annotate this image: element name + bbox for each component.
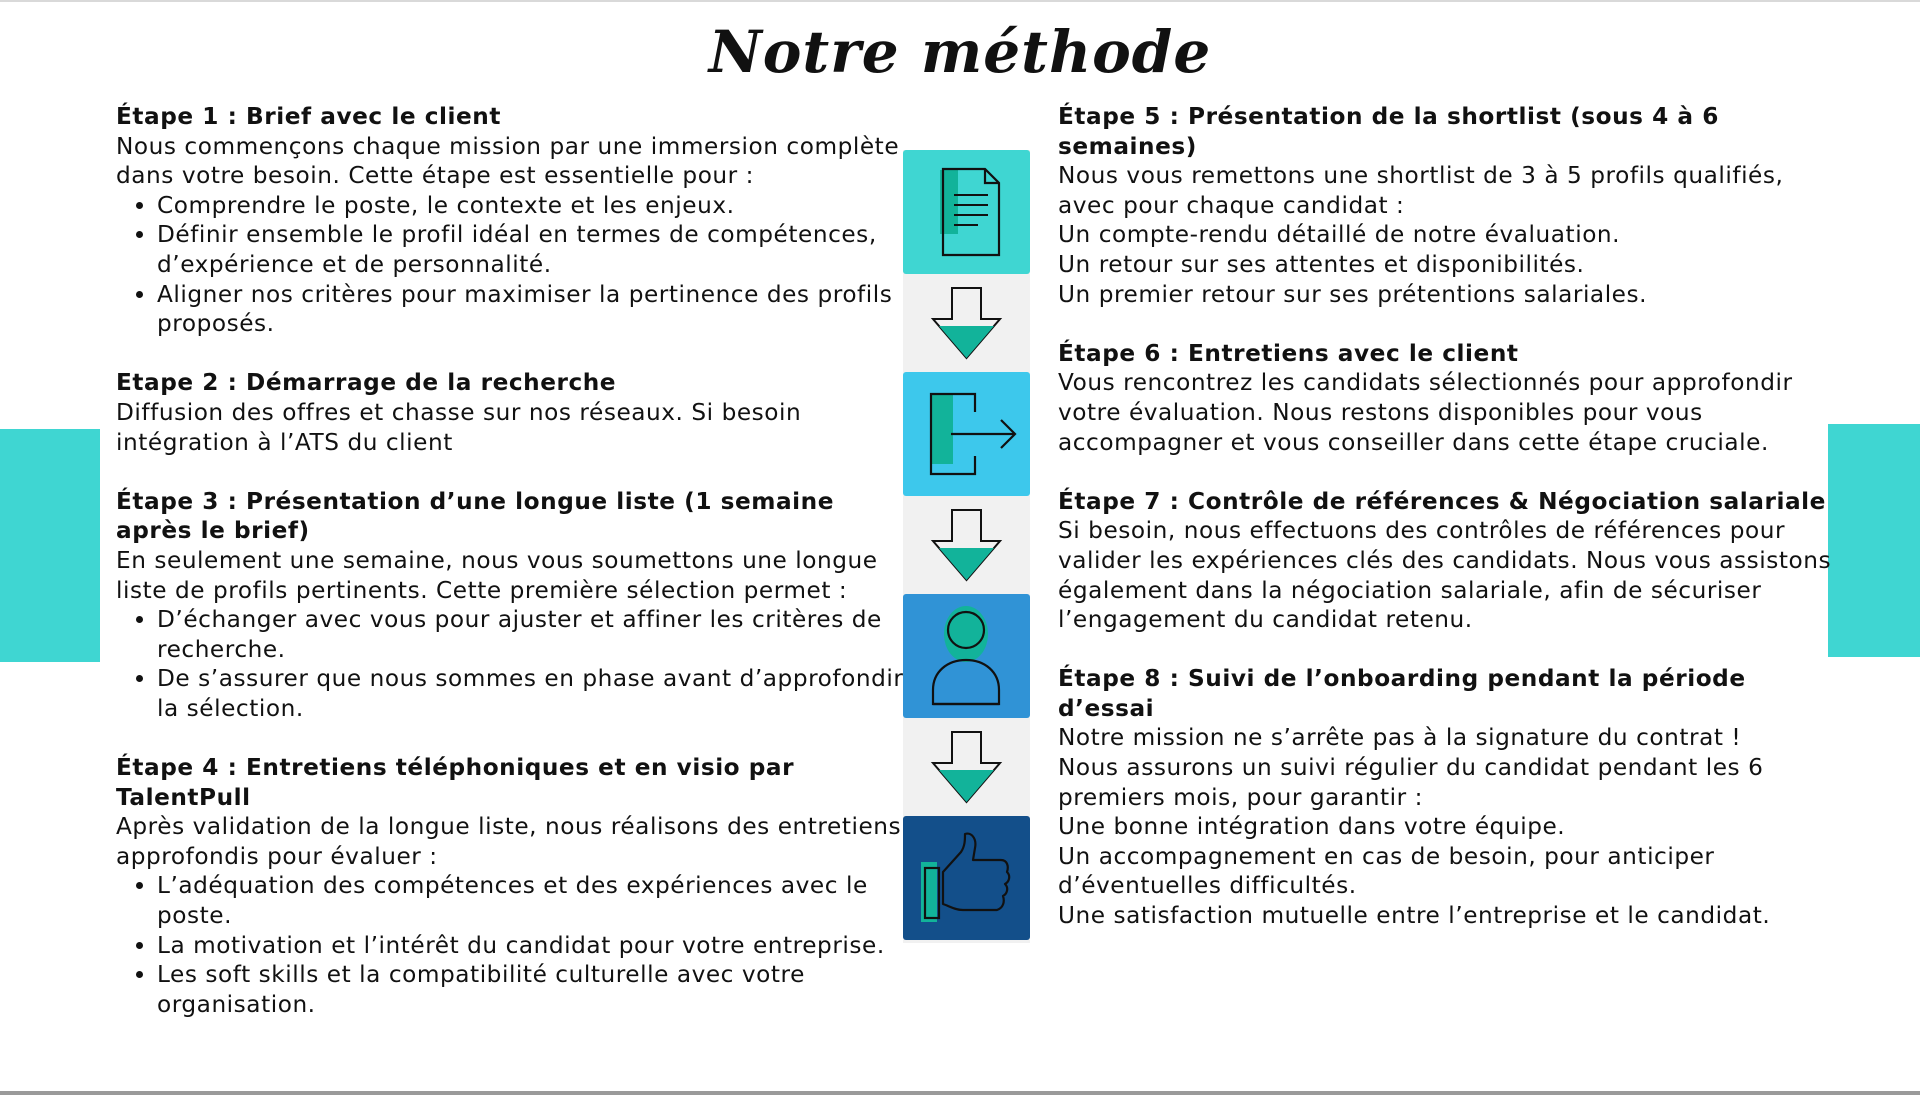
step-title: Étape 4 : Entretiens téléphoniques et en visio par TalentPull <box>116 754 795 811</box>
bullet-item: • De s’assurer que nous sommes en phase avant d’approfondir la sélection. <box>157 664 906 723</box>
step-title: Étape 5 : Présentation de la shortlist (sous 4 à 6 semaines) <box>1058 103 1719 160</box>
step-4 <box>116 753 906 1019</box>
step-text: Un retour sur ses attentes et disponibilités. <box>1058 250 1585 278</box>
step-bullet-list <box>116 605 906 723</box>
step-text: Nous commençons chaque mission par une immersion complète dans votre besoin. Cette étape est essentielle pour : <box>116 132 900 190</box>
process-flow-graphic <box>903 150 1030 943</box>
step-8 <box>1058 664 1848 930</box>
step-2 <box>116 368 906 457</box>
step-6 <box>1058 339 1848 457</box>
step-title: Étape 3 : Présentation d’une longue liste (1 semaine après le brief) <box>116 487 834 545</box>
step-title: Étape 7 : Contrôle de références & Négociation salariale <box>1058 487 1826 515</box>
step-bullet-list <box>116 871 906 1019</box>
step-text: Un accompagnement en cas de besoin, pour anticiper d’éventuelles difficultés. <box>1058 842 1715 900</box>
step-title: Etape 2 : Démarrage de la recherche <box>116 369 617 397</box>
step-text: Nous assurons un suivi régulier du candidat pendant les 6 premiers mois, pour garantir : <box>1058 754 1764 811</box>
step-text: Un premier retour sur ses prétentions salariales. <box>1058 280 1648 308</box>
step-title: Étape 8 : Suivi de l’onboarding pendant la période d’essai <box>1058 665 1746 722</box>
step-5 <box>1058 102 1848 309</box>
bullet-item: • L’adéquation des compétences et des expériences avec le poste. <box>157 871 906 930</box>
step-3 <box>116 487 906 724</box>
step-text: Diffusion des offres et chasse sur nos réseaux. Si besoin intégration à l’ATS du client <box>116 398 802 456</box>
flow-step-box <box>903 150 1030 274</box>
document-icon <box>903 150 1030 274</box>
thumbs-up-icon <box>903 816 1030 940</box>
exit-arrow-icon <box>903 372 1030 496</box>
left-accent-bar <box>0 429 100 662</box>
left-column <box>116 102 906 1049</box>
bullet-item: • Comprendre le poste, le contexte et les enjeux. <box>157 191 906 221</box>
step-text: Si besoin, nous effectuons des contrôles de références pour valider les expériences clés des candidats. Nous vous assistons également dans la négociation salariale, afin de sécuriser l’engagement du candidat retenu. <box>1058 517 1832 634</box>
bullet-item: • Définir ensemble le profil idéal en termes de compétences, d’expérience et de personnalité. <box>157 220 906 279</box>
step-text: Notre mission ne s’arrête pas à la signature du contrat ! <box>1058 724 1742 752</box>
step-text: Nous vous remettons une shortlist de 3 à 5 profils qualifiés, avec pour chaque candidat : <box>1058 162 1784 219</box>
down-arrow-icon <box>903 274 1030 372</box>
flow-step-box <box>903 372 1030 496</box>
person-icon <box>903 594 1030 718</box>
step-title: Étape 1 : Brief avec le client <box>116 103 501 130</box>
down-arrow-icon <box>903 496 1030 594</box>
down-arrow-icon <box>903 718 1030 816</box>
step-text: En seulement une semaine, nous vous soumettons une longue liste de profils pertinents. Cette première sélection permet : <box>116 546 878 604</box>
step-bullet-list <box>116 191 906 339</box>
step-text: Une bonne intégration dans votre équipe. <box>1058 813 1566 841</box>
top-divider <box>0 0 1920 2</box>
right-column <box>1058 102 1848 960</box>
bullet-item: • Les soft skills et la compatibilité culturelle avec votre organisation. <box>157 960 906 1019</box>
step-text: Une satisfaction mutuelle entre l’entreprise et le candidat. <box>1058 902 1771 930</box>
step-text: Un compte-rendu détaillé de notre évaluation. <box>1058 221 1621 249</box>
bottom-divider <box>0 1091 1920 1095</box>
page-title: Notre méthode <box>708 18 1212 86</box>
step-text: Après validation de la longue liste, nous réalisons des entretiens approfondis pour évaluer : <box>116 813 902 870</box>
bullet-item: • D’échanger avec vous pour ajuster et affiner les critères de recherche. <box>157 605 906 664</box>
step-text: Vous rencontrez les candidats sélectionnés pour approfondir votre évaluation. Nous restons disponibles pour vous accompagner et vous conseiller dans cette étape cruciale. <box>1058 369 1793 456</box>
flow-step-box <box>903 816 1030 940</box>
step-1 <box>116 102 906 339</box>
step-title: Étape 6 : Entretiens avec le client <box>1058 339 1519 367</box>
step-7 <box>1058 487 1848 635</box>
bullet-item: • Aligner nos critères pour maximiser la pertinence des profils proposés. <box>157 280 906 339</box>
bullet-item: • La motivation et l’intérêt du candidat pour votre entreprise. <box>157 931 906 961</box>
flow-step-box <box>903 594 1030 718</box>
